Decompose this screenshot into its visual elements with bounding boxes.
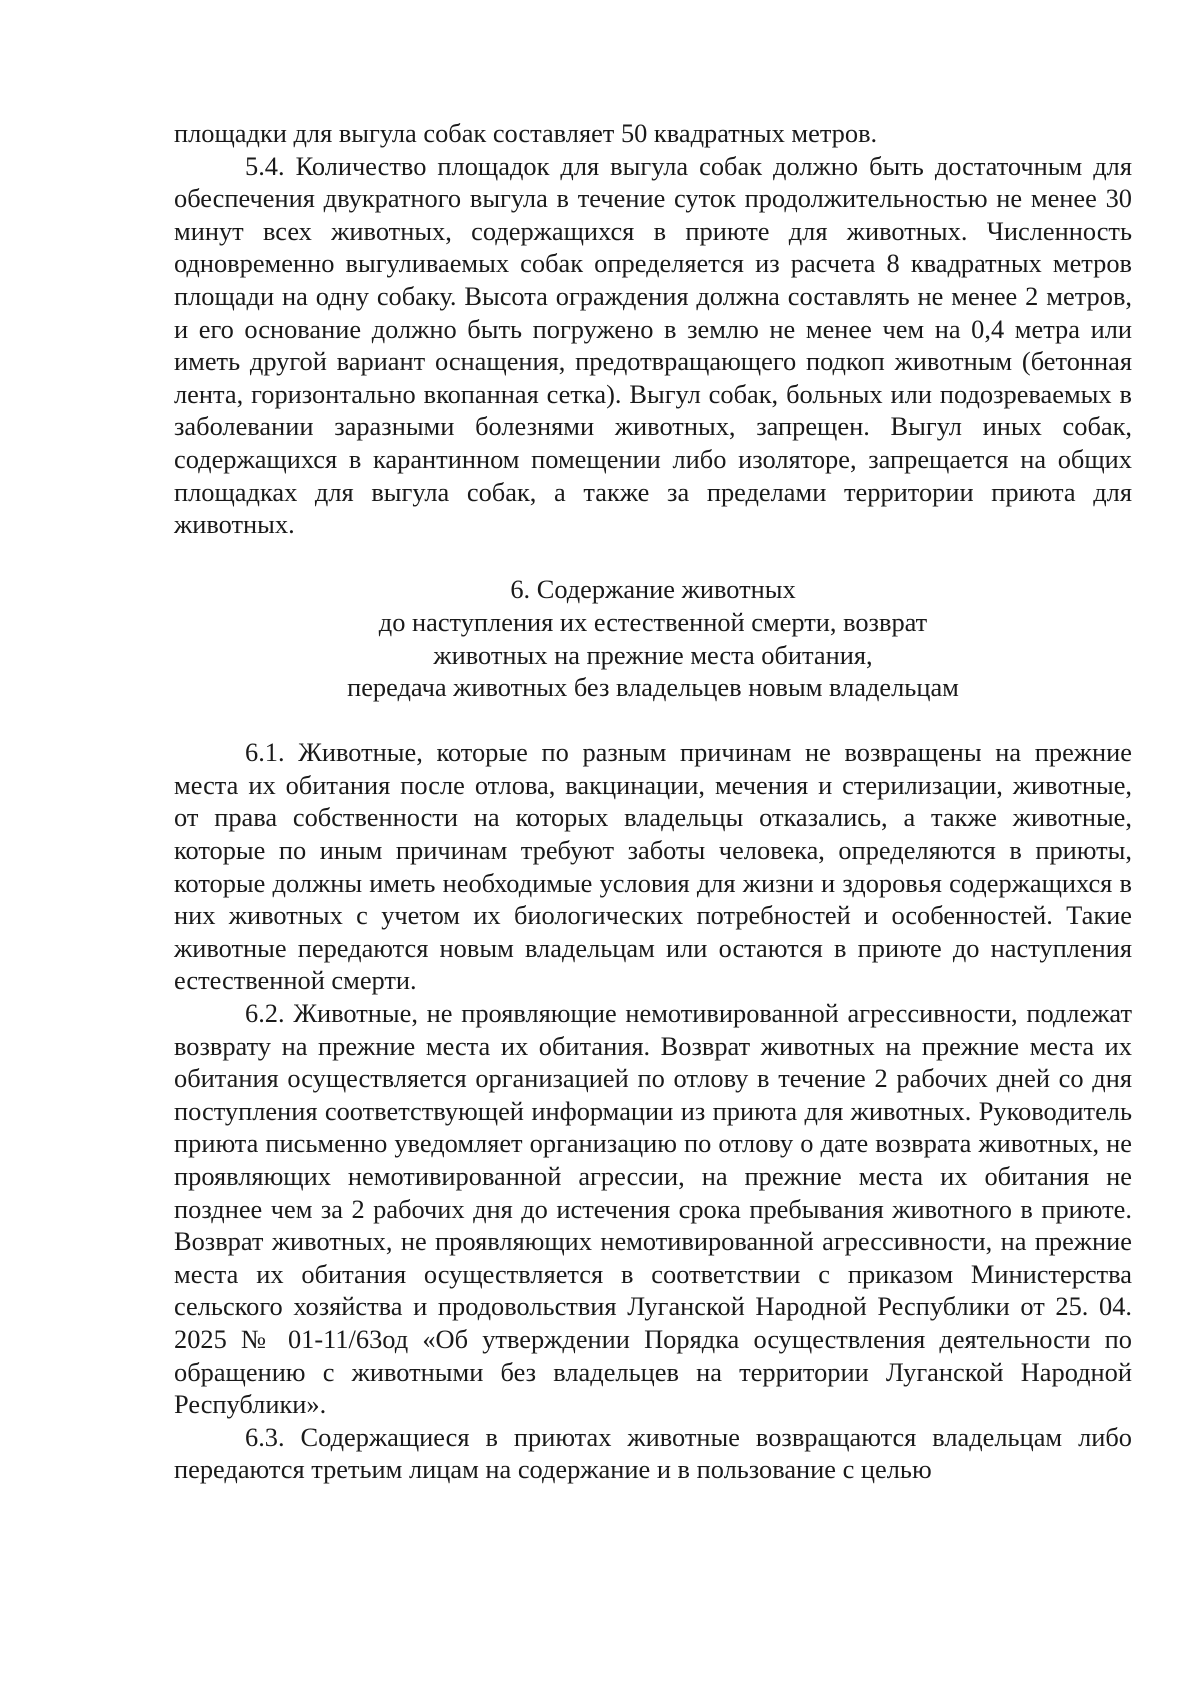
document-page: [174, 117, 1132, 1486]
paragraph-6-2: 6.2. Животные, не проявляющие немотивированной агрессивности, подлежат возврату на прежние места их обитания. Возврат животных на прежние места их обитания осуществляется организацией по отлову в течение 2 рабочих дней со дня поступления соответствующей информации из приюта для животных. Руководитель приюта письменно уведомляет организацию по отлову о дате возврата животных, не проявляющих немотивированной агрессии, на прежние места их обитания не позднее чем за 2 рабочих дня до истечения срока пребывания животного в приюте. Возврат животных, не проявляющих немотивированной агрессивности, на прежние места их обитания осуществляется в соответствии с приказом Министерства сельского хозяйства и продовольствия Луганской Народной Республики от 25. 04. 2025 № 01-11/63од «Об утверждении Порядка осуществления деятельности по обращению с животными без владельцев на территории Луганской Народной Республики».: [174, 998, 1132, 1420]
section-spacer: [174, 704, 1132, 737]
section-heading-line: до наступления их естественной смерти, возврат: [378, 606, 928, 637]
paragraph-6-1: 6.1. Животные, которые по разным причинам не возвращены на прежние места их обитания после отлова, вакцинации, мечения и стерилизации, животные, от права собственности на которых владельцы отказались, а также животные, которые по иным причинам требуют заботы человека, определяются в приюты, которые должны иметь необходимые условия для жизни и здоровья содержащихся в них животных с учетом их биологических потребностей и особенностей. Такие животные передаются новым владельцам или остаются в приюте до наступления естественной смерти.: [174, 737, 1132, 996]
section-spacer: [174, 541, 1132, 574]
section-heading-line: передача животных без владельцев новым владельцам: [347, 672, 959, 703]
paragraph-5-4: 5.4. Количество площадок для выгула собак должно быть достаточным для обеспечения двукратного выгула в течение суток продолжительностью не менее 30 минут всех животных, содержащихся в приюте для животных. Численность одновременно выгуливаемых собак определяется из расчета 8 квадратных метров площади на одну собаку. Высота ограждения должна составлять не менее 2 метров, и его основание должно быть погружено в землю не менее чем на 0,4 метра или иметь другой вариант оснащения, предотвращающего подкоп животным (бетонная лента, горизонтально вкопанная сетка). Выгул собак, больных или подозреваемых в заболевании заразными болезнями животных, запрещен. Выгул иных собак, содержащихся в карантинном помещении либо изоляторе, запрещается на общих площадках для выгула собак, а также за пределами территории приюта для животных.: [174, 150, 1132, 540]
section-heading-line: 6. Содержание животных: [510, 574, 796, 605]
paragraph-6-3: 6.3. Содержащиеся в приютах животные возвращаются владельцам либо передаются третьим лицам на содержание и в пользование с целью: [174, 1421, 1132, 1485]
paragraph-5-3-tail: площадки для выгула собак составляет 50 квадратных метров.: [174, 118, 878, 148]
section-heading: [174, 573, 1132, 703]
section-heading-line: животных на прежние места обитания,: [433, 639, 873, 670]
